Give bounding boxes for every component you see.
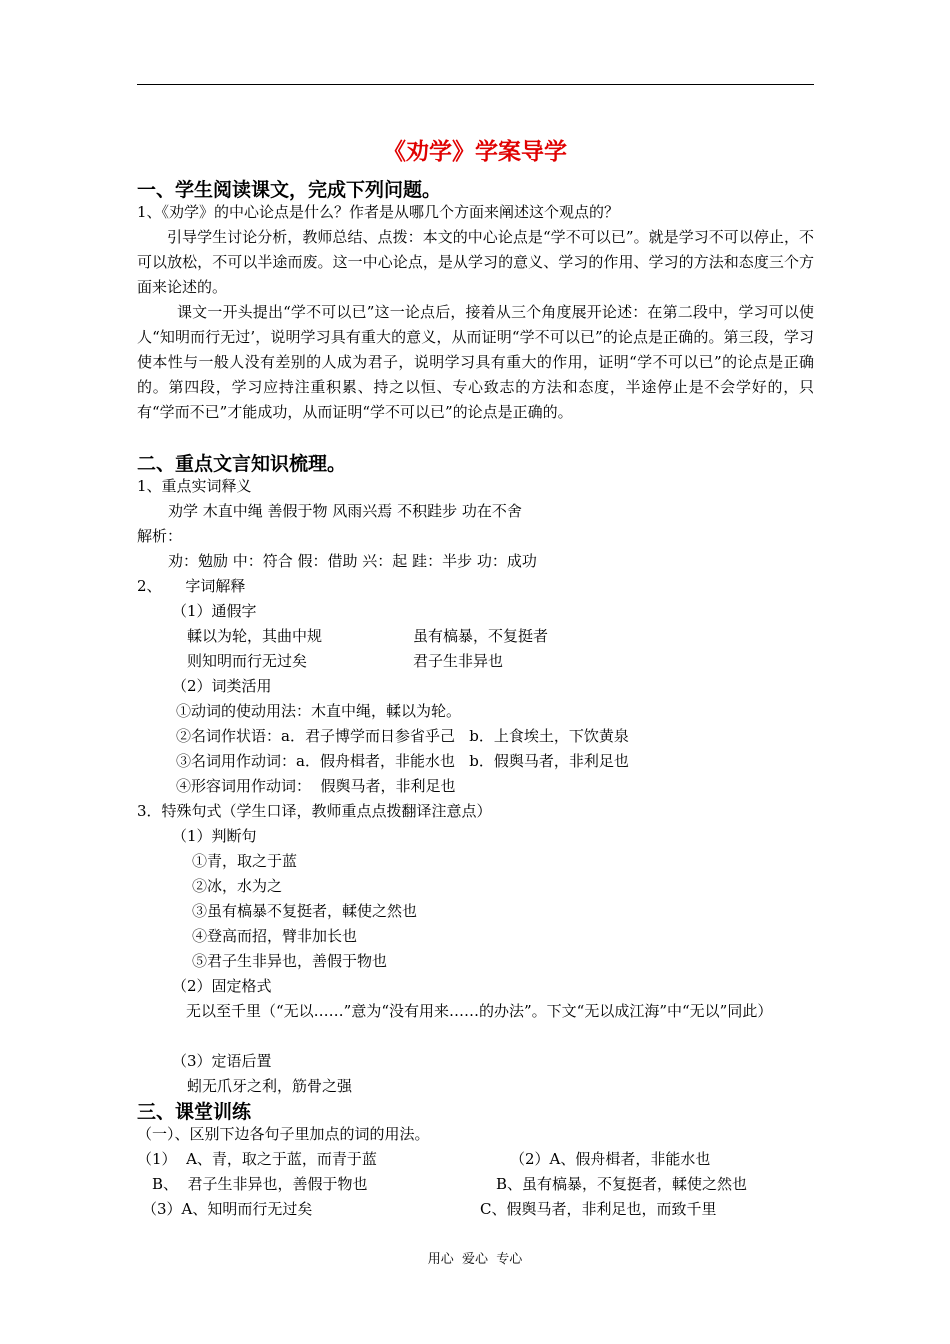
section-heading-1: 一、学生阅读课文，完成下列问题。: [137, 179, 442, 201]
page-footer: 用心 爱心 专心: [427, 1252, 523, 1267]
word-class-item: ③名词用作动词：a．假舟楫者，非能水也 b．假舆马者，非利足也: [176, 752, 629, 770]
exercise-item: C、假舆马者，非利足也，而致千里: [480, 1200, 717, 1218]
page-title: 《劝学》学案导学: [383, 139, 567, 165]
section-heading-2: 二、重点文言知识梳理。: [137, 453, 347, 475]
paragraph-answer-2: 课文一开头提出“学不可以已”这一论点后，接着从三个角度展开论述：在第二段中，学习可以使人“知明而行无过’，说明学习具有重大的意义，从而证明“学不可以已”的论点是正确的。第三段，学习使本性与一般人没有差别的人成为君子，说明学习具有重大的作用，证明“学不可以已”的论点是正确的。第四段，学习应持注重积累、持之以恒、专心致志的方法和态度，半途停止是不会学好的，只有“学而不已”才能成功，从而证明“学不可以已”的论点是正确的。: [137, 303, 814, 421]
subheading-postposition: （3）定语后置: [172, 1052, 272, 1070]
exercise-item: B、虽有槁暴，不复挺者，輮使之然也: [496, 1175, 748, 1193]
word-class-item: ①动词的使动用法：木直中绳，輮以为轮。: [176, 702, 462, 720]
exercise-item: （2）A、假舟楫者，非能水也: [510, 1150, 711, 1168]
key-words-explanation: 劝：勉励 中：符合 假：借助 兴：起 跬：半步 功：成功: [168, 552, 537, 570]
subheading-judgment: （1）判断句: [172, 827, 257, 845]
fixed-format-text: 无以至千里（“无以……”意为“没有用来……的办法”。下文“无以成江海”中“无以”同此）: [186, 1002, 773, 1020]
analysis-label: 解析：: [137, 527, 183, 545]
subheading-fixed-format: （2）固定格式: [172, 977, 272, 995]
tongjiazi-item: 虽有槁暴，不复挺者: [413, 627, 549, 645]
tongjiazi-item: 则知明而行无过矣: [187, 652, 308, 670]
exercise-item: （3）A、知明而行无过矣: [142, 1200, 313, 1218]
header-rule: [137, 84, 814, 85]
judgment-item: ⑤君子生非异也，善假于物也: [192, 952, 388, 970]
exercise-instruction: （一）、区别下边各句子里加点的词的用法。: [137, 1125, 430, 1143]
word-class-item: ④形容词用作动词： 假舆马者，非利足也: [176, 777, 456, 795]
key-words-list: 劝学 木直中绳 善假于物 风雨兴焉 不积跬步 功在不舍: [168, 502, 522, 520]
word-class-item: ②名词作状语：a．君子博学而日参省乎己 b．上食埃土，下饮黄泉: [176, 727, 629, 745]
subheading-key-words: 1、重点实词释义: [137, 477, 252, 495]
judgment-item: ①青，取之于蓝: [192, 852, 298, 870]
judgment-item: ③虽有槁暴不复挺者，輮使之然也: [192, 902, 418, 920]
judgment-item: ④登高而招，臂非加长也: [192, 927, 358, 945]
tongjiazi-item: 君子生非异也: [413, 652, 504, 670]
subheading-word-class: （2）词类活用: [172, 677, 272, 695]
subheading-special-sentences: 3．特殊句式（学生口译，教师重点点拨翻译注意点）: [137, 802, 492, 820]
judgment-item: ②冰，水为之: [192, 877, 283, 895]
postposition-text: 蚓无爪牙之利，筋骨之强: [187, 1077, 353, 1095]
exercise-item: B、 君子生非异也，善假于物也: [152, 1175, 368, 1193]
subheading-word-explanation: 2、 字词解释: [137, 577, 246, 595]
subheading-tongjiazi: （1）通假字: [172, 602, 257, 620]
exercise-item: （1） A、青，取之于蓝，而青于蓝: [137, 1150, 377, 1168]
section-heading-3: 三、课堂训练: [137, 1101, 252, 1123]
question-1: 1、《劝学》的中心论点是什么？作者是从哪几个方面来阐述这个观点的？: [137, 203, 620, 221]
paragraph-answer-1: 引导学生讨论分析，教师总结、点拨：本文的中心论点是“学不可以已”。就是学习不可以停止，不可以放松，不可以半途而废。这一中心论点，是从学习的意义、学习的作用、学习的方法和态度三个方面来论述的。: [137, 228, 814, 296]
tongjiazi-item: 輮以为轮，其曲中规: [187, 627, 323, 645]
